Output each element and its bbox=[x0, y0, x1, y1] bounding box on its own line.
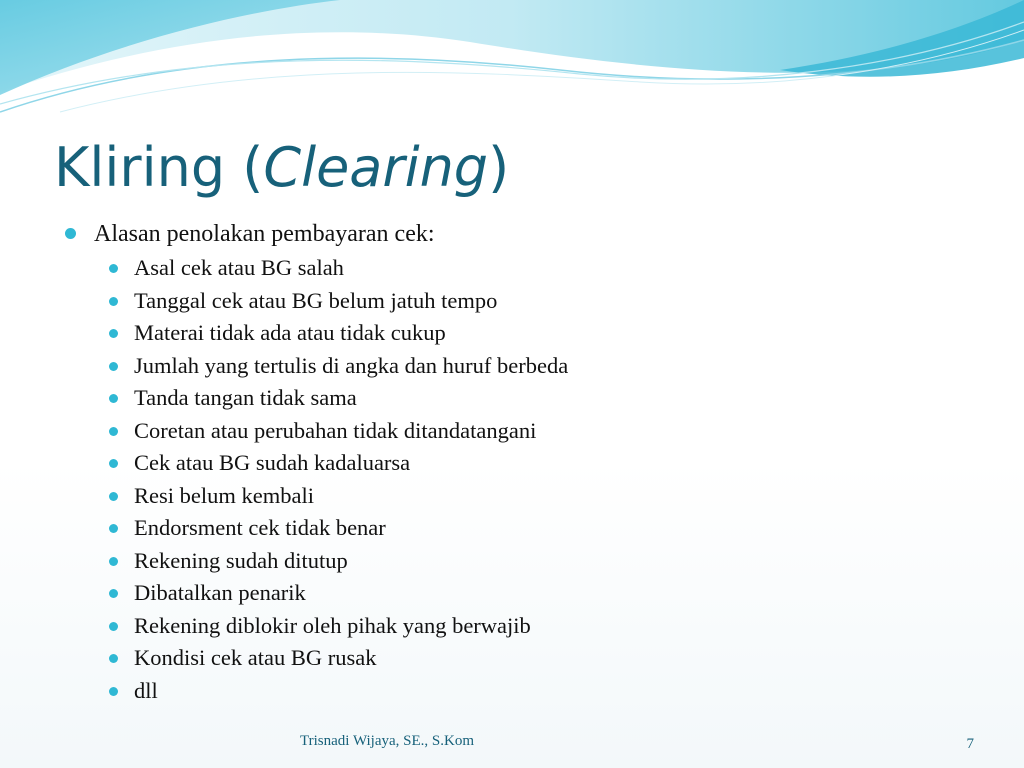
bullet-icon bbox=[109, 557, 118, 566]
main-bullet-label: Alasan penolakan pembayaran cek: bbox=[94, 221, 435, 247]
list-item-label: Dibatalkan penarik bbox=[134, 580, 306, 605]
list-item bbox=[134, 285, 970, 318]
bullet-icon bbox=[109, 427, 118, 436]
list-item bbox=[134, 577, 970, 610]
bullet-icon bbox=[109, 329, 118, 338]
slide-number: 7 bbox=[966, 736, 974, 752]
bullet-icon bbox=[109, 264, 118, 273]
list-item bbox=[134, 447, 970, 480]
list-item bbox=[134, 382, 970, 415]
list-item-label: Jumlah yang tertulis di angka dan huruf berbeda bbox=[134, 352, 569, 378]
list-item bbox=[134, 480, 970, 513]
list-item bbox=[134, 642, 970, 675]
bullet-icon bbox=[109, 459, 118, 468]
bullet-icon bbox=[109, 524, 118, 533]
bullet-icon bbox=[109, 622, 118, 631]
title-italic: Clearing bbox=[263, 136, 489, 199]
title-close: ) bbox=[488, 136, 510, 199]
list-item-label: Rekening diblokir oleh pihak yang berwajib bbox=[134, 612, 531, 638]
bullet-icon bbox=[109, 589, 118, 598]
list-item bbox=[134, 512, 970, 545]
list-item bbox=[134, 545, 970, 578]
bullet-icon bbox=[65, 228, 76, 239]
list-item bbox=[134, 415, 970, 448]
list-item-label: Tanggal cek atau BG belum jatuh tempo bbox=[134, 287, 498, 313]
bullet-icon bbox=[109, 394, 118, 403]
list-item-label: Resi belum kembali bbox=[134, 482, 314, 508]
header-wave-decoration bbox=[0, 0, 1024, 130]
list-item-label: Tanda tangan tidak sama bbox=[134, 385, 357, 410]
list-item-label: Coretan atau perubahan tidak ditandatangani bbox=[134, 417, 537, 443]
list-item-label: Materai tidak ada atau tidak cukup bbox=[134, 320, 446, 345]
footer-author: Trisnadi Wijaya, SE., S.Kom bbox=[300, 733, 474, 749]
list-item bbox=[134, 252, 970, 285]
list-item bbox=[134, 350, 970, 383]
list-item-label: dll bbox=[134, 677, 158, 703]
list-item-label: Kondisi cek atau BG rusak bbox=[134, 645, 377, 670]
page-title bbox=[54, 128, 509, 208]
title-main: Kliring ( bbox=[54, 136, 264, 199]
bullet-icon bbox=[109, 492, 118, 501]
bullet-icon bbox=[109, 654, 118, 663]
bullet-content bbox=[90, 216, 970, 707]
list-item-label: Endorsment cek tidak benar bbox=[134, 515, 386, 540]
main-bullet bbox=[90, 216, 970, 252]
list-item bbox=[134, 610, 970, 643]
bullet-icon bbox=[109, 687, 118, 696]
list-item-label: Rekening sudah ditutup bbox=[134, 547, 348, 573]
list-item bbox=[134, 317, 970, 350]
bullet-icon bbox=[109, 297, 118, 306]
list-item bbox=[134, 675, 970, 708]
reason-list bbox=[90, 252, 970, 707]
list-item-label: Asal cek atau BG salah bbox=[134, 255, 344, 280]
list-item-label: Cek atau BG sudah kadaluarsa bbox=[134, 450, 411, 475]
bullet-icon bbox=[109, 362, 118, 371]
